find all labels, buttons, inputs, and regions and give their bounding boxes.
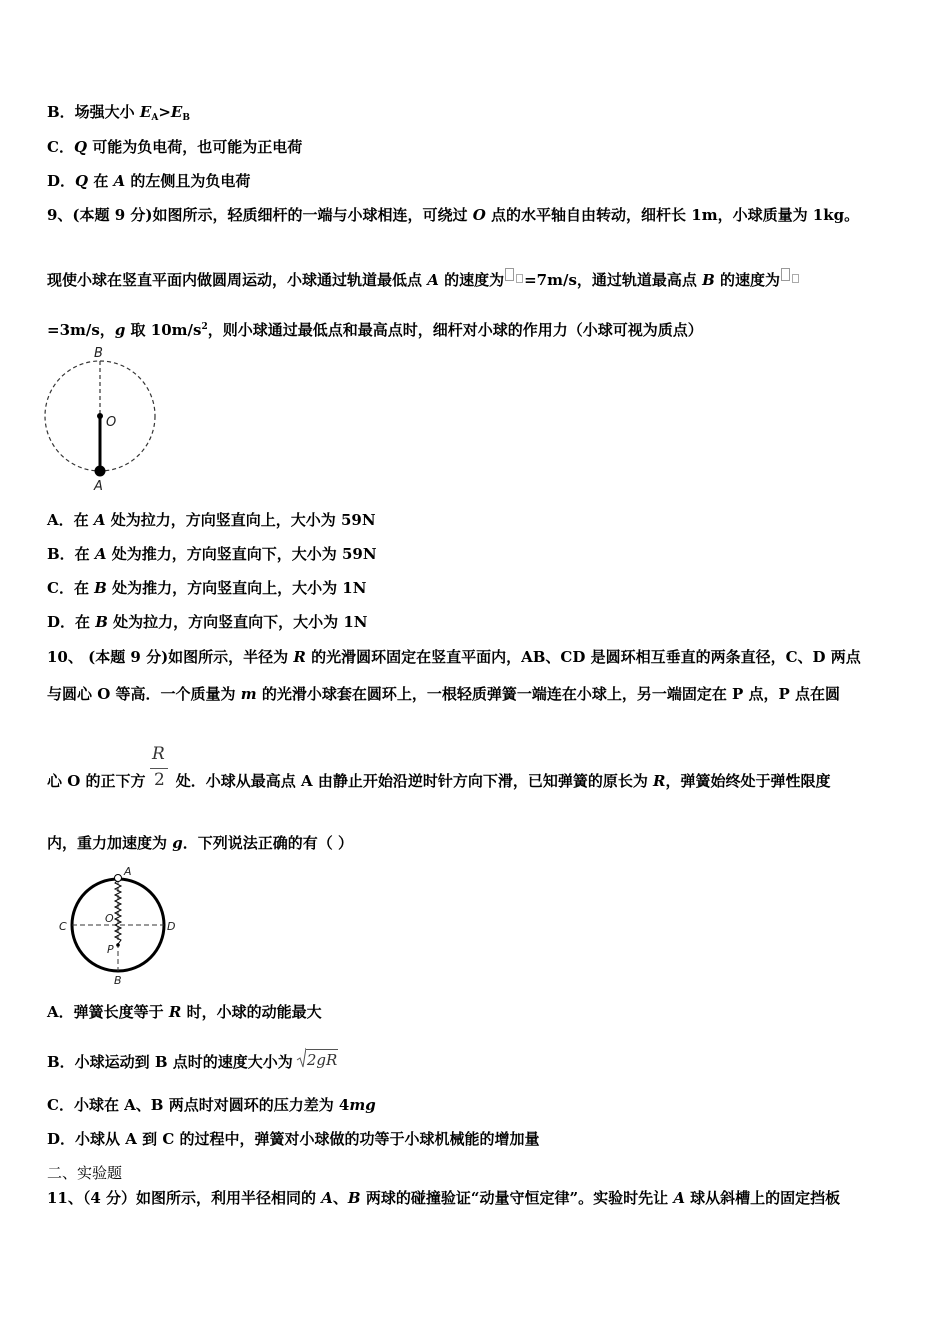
label-b: B [114, 974, 122, 987]
q10-stem-line1: 10、 (本题 9 分)如图所示，半径为 R 的光滑圆环固定在竖直平面内，AB、CD 是圆环相互垂直的两条直径，C、D 两点 [47, 648, 861, 666]
q9-option-a: A．在 A 处为拉力，方向竖直向上，大小为 59N [47, 511, 376, 529]
missing-glyph-icon [781, 268, 790, 281]
missing-glyph-icon [516, 274, 523, 283]
label-o: O [105, 912, 114, 925]
missing-glyph-icon [792, 274, 799, 283]
fraction-bar [150, 768, 168, 769]
q9-stem-line1: 9、(本题 9 分)如图所示，轻质细杆的一端与小球相连，可绕过 O 点的水平轴自由转动，细杆长 1m，小球质量为 1kg。 [47, 206, 860, 224]
q10-option-d: D．小球从 A 到 C 的过程中，弹簧对小球做的功等于小球机械能的增加量 [47, 1130, 540, 1148]
section-heading: 二、实验题 [47, 1164, 123, 1182]
label-p: P [107, 943, 114, 956]
q9-rod-circle-figure [38, 342, 168, 494]
fraction-numerator: R [152, 744, 165, 764]
missing-glyph-icon [505, 268, 514, 281]
point-p [116, 943, 120, 947]
radical-sign [296, 1047, 306, 1069]
q10-stem-line3: 心 O 的正下方 处．小球从最高点 A 由静止开始沿逆时针方向下滑，已知弹簧的原长为 R，弹簧始终处于弹性限度 [47, 772, 831, 790]
label-b: B [94, 346, 103, 361]
q10-stem-line4: 内，重力加速度为 g．下列说法正确的有（ ） [47, 834, 353, 852]
q11-stem-line1: 11、（4 分）如图所示，利用半径相同的 A、B 两球的碰撞验证“动量守恒定律”。实验时先让 A 球从斜槽上的固定挡板 [47, 1189, 841, 1207]
q8-option-d: D．Q 在 A 的左侧且为负电荷 [47, 172, 251, 190]
label-a: A [94, 479, 103, 494]
ball [95, 466, 106, 477]
label-d: D [167, 920, 176, 933]
q10-option-c: C．小球在 A、B 两点时对圆环的压力差为 4mg [47, 1096, 376, 1114]
q10-stem-line2: 与圆心 O 等高．一个质量为 m 的光滑小球套在圆环上，一根轻质弹簧一端连在小球上，另一端固定在 P 点，P 点在圆 [47, 685, 841, 703]
q10-option-b: B．小球运动到 B 点时的速度大小为 2gR [47, 1047, 338, 1072]
q9-option-b: B．在 A 处为推力，方向竖直向下，大小为 59N [47, 545, 377, 563]
label-a: A [124, 865, 132, 878]
q9-stem-line3: =3m/s，g 取 $10m/s^2$，则小球通过最低点和最高点时，细杆对小球的作用力（小球可视为质点） [47, 321, 703, 339]
axis-point-o [97, 413, 103, 419]
q10-ring-spring-figure [55, 862, 185, 988]
sqrt-expression: 2gR [296, 1047, 338, 1070]
q9-option-d: D．在 B 处为拉力，方向竖直向下，大小为 1N [47, 613, 368, 631]
fraction-denominator: 2 [154, 770, 165, 790]
ball-at-a [115, 875, 122, 882]
q10-option-a: A．弹簧长度等于 R 时，小球的动能最大 [47, 1003, 322, 1021]
q9-stem-line2: 现使小球在竖直平面内做圆周运动，小球通过轨道最低点 A 的速度为 =7m/s，通过轨道最高点 B 的速度为 [47, 268, 800, 290]
q8-option-c: C．Q 可能为负电荷，也可能为正电荷 [47, 138, 303, 156]
label-c: C [59, 920, 67, 933]
ring [72, 879, 164, 971]
q9-option-c: C．在 B 处为推力，方向竖直向上，大小为 1N [47, 579, 367, 597]
q8-option-b: B．场强大小 $E_A>E_B$ [47, 103, 190, 123]
label-o: O [106, 415, 117, 430]
